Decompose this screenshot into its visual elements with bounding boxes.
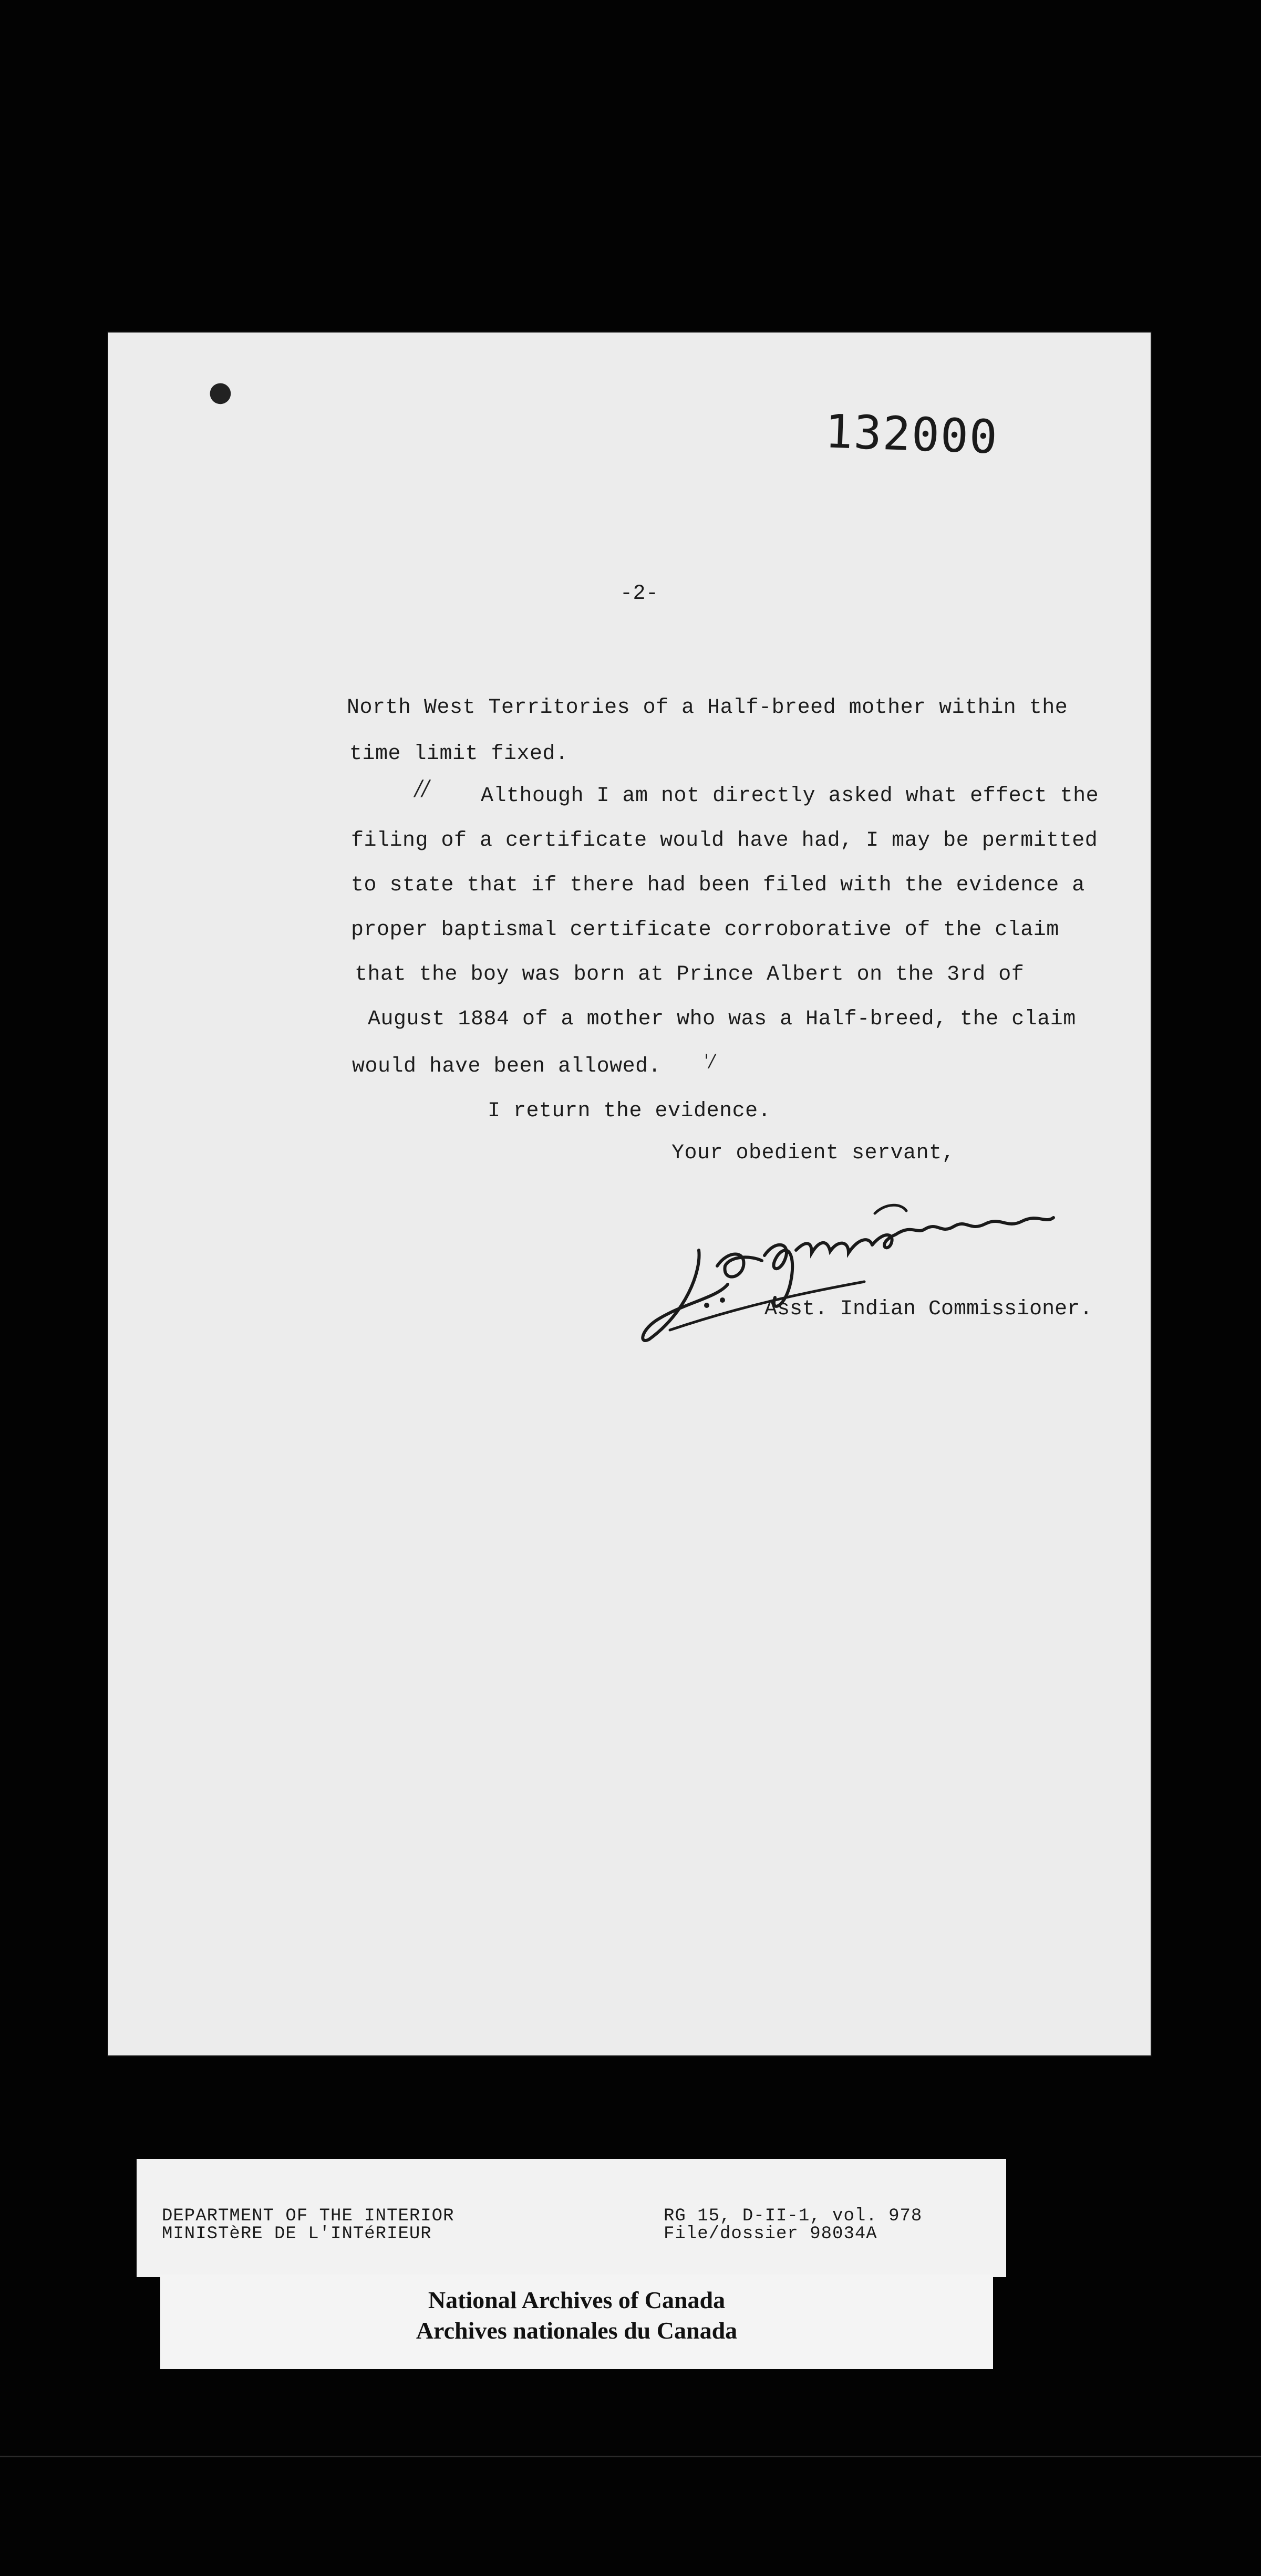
letter-line: proper baptismal certificate corroborative of the claim xyxy=(351,918,1059,942)
letter-line: to state that if there had been filed with the evidence a xyxy=(351,874,1085,897)
department-fr: MINISTèRE DE L'INTéRIEUR xyxy=(162,2224,432,2244)
letter-line: time limit fixed. xyxy=(349,742,569,766)
signer-title: Asst. Indian Commissioner. xyxy=(764,1297,1093,1321)
archives-card xyxy=(160,2274,993,2369)
stamp-number: 132000 xyxy=(824,404,999,464)
letter-line: would have been allowed. xyxy=(352,1055,661,1078)
letter-line: I return the evidence. xyxy=(488,1099,771,1123)
handwritten-signature xyxy=(638,1192,1111,1350)
archives-name-en: National Archives of Canada xyxy=(428,2287,726,2313)
letter-line: August 1884 of a mother who was a Half-breed, the claim xyxy=(368,1007,1076,1031)
letter-line: filing of a certificate would have had, I may be permitted xyxy=(351,829,1098,853)
letter-line: that the boy was born at Prince Albert on the 3rd of xyxy=(355,963,1025,986)
department-en: DEPARTMENT OF THE INTERIOR xyxy=(162,2206,454,2226)
archive-label-card xyxy=(137,2159,1006,2277)
scan-edge-line xyxy=(0,2456,1261,2457)
letter-line: Although I am not directly asked what effect the xyxy=(481,784,1099,808)
record-group-reference: RG 15, D-II-1, vol. 978 xyxy=(664,2206,923,2226)
pencil-mark: '/ xyxy=(704,1051,715,1072)
letter-line: North West Territories of a Half-breed mother within the xyxy=(347,696,1068,720)
pencil-mark: // xyxy=(415,776,429,801)
ink-mark: ● xyxy=(204,373,238,411)
closing: Your obedient servant, xyxy=(671,1141,955,1165)
archives-name-fr: Archives nationales du Canada xyxy=(416,2317,738,2344)
page-number: -2- xyxy=(620,582,659,606)
file-reference: File/dossier 98034A xyxy=(664,2224,877,2244)
